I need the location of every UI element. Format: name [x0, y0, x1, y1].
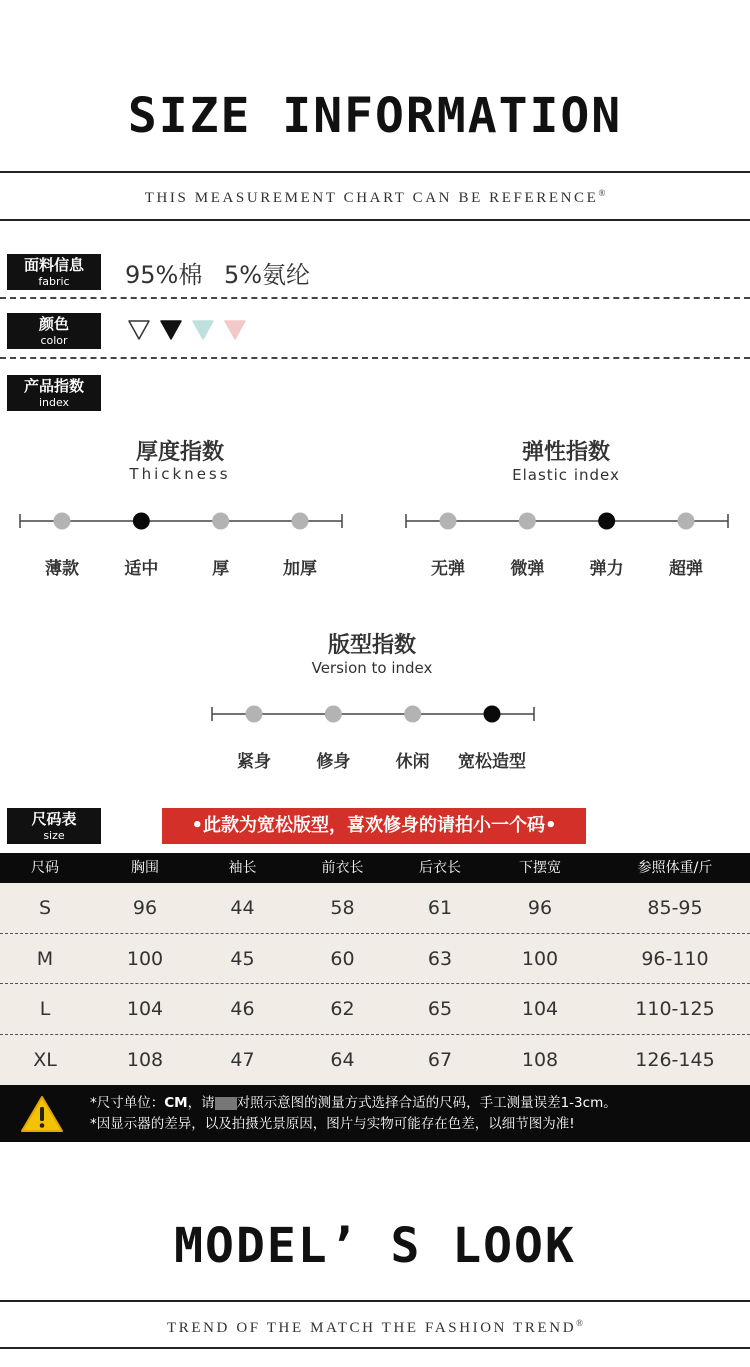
- table-cell: 96-110: [641, 947, 709, 970]
- table-cell: 65: [427, 998, 453, 1020]
- elastic-option-label: 弹力: [589, 559, 624, 579]
- measurement-notice: [0, 1085, 750, 1142]
- color-label: [7, 313, 101, 349]
- table-cell: 45: [230, 947, 255, 970]
- table-cell: 96: [527, 897, 553, 919]
- elastic-subtitle: Elastic index: [512, 466, 620, 484]
- table-row: [0, 984, 750, 1035]
- table-cell: M: [36, 947, 54, 970]
- thickness-scale-track: [18, 508, 348, 534]
- footer-subtitle: [0, 1318, 750, 1337]
- elastic-scale: [404, 508, 734, 534]
- table-header-cell: 尺码: [31, 860, 59, 876]
- version-option-label: 修身: [316, 752, 351, 772]
- table-body: [0, 883, 750, 1085]
- version-title: 版型指数: [327, 633, 416, 658]
- section-title-models-look: MODEL’ S LOOK: [174, 1218, 576, 1274]
- table-cell: L: [39, 998, 51, 1020]
- table-cell: 61: [427, 897, 453, 919]
- fabric-composition: 95%棉 5%氨纶: [125, 261, 311, 289]
- notice-unit-prefix: *尺寸单位：: [90, 1095, 165, 1111]
- section-subtitle: [0, 188, 750, 207]
- dashed-divider: [0, 297, 750, 299]
- color-label-cn: 颜色: [38, 315, 69, 333]
- thickness-option-label: 薄款: [45, 559, 79, 579]
- size-label-en: size: [43, 829, 65, 842]
- table-header: [0, 853, 750, 883]
- warning-icon: [20, 1095, 64, 1137]
- version-scale-track: [210, 701, 540, 727]
- thickness-option-label: 加厚: [283, 559, 317, 579]
- color-label-en: color: [40, 334, 68, 347]
- table-cell: 47: [230, 1048, 255, 1071]
- index-label-en: index: [38, 396, 70, 409]
- size-label: [7, 808, 101, 844]
- table-cell: 58: [330, 897, 355, 919]
- fabric-label-cn: 面料信息: [23, 256, 84, 274]
- elastic-scale-dot: [678, 513, 695, 530]
- version-scale-dot: [404, 706, 421, 723]
- divider: [0, 1347, 750, 1349]
- table-cell: 110-125: [635, 998, 715, 1020]
- notice-text-b: ，请: [187, 1095, 215, 1111]
- table-header-cell: 袖长: [228, 860, 257, 876]
- notice-text-c: 对照示意图的测量方式选择合适的尺码，手工测量误差1-3cm。: [236, 1095, 617, 1111]
- table-cell: S: [38, 897, 52, 919]
- thickness-scale-dot: [133, 513, 150, 530]
- elastic-scale-dot: [519, 513, 536, 530]
- divider: [0, 1300, 750, 1302]
- table-cell: 85-95: [647, 897, 703, 919]
- table-cell: 63: [427, 947, 453, 970]
- notice-line-2: *因显示器的差异，以及拍摄光景原因，图片与实物可能存在色差，以细节图为准!: [90, 1116, 575, 1132]
- version-scale-dot: [484, 706, 501, 723]
- thickness-scale-dot: [212, 513, 229, 530]
- registered-mark: ®: [576, 1318, 583, 1328]
- table-cell: 100: [126, 947, 164, 970]
- size-label-cn: 尺码表: [31, 810, 77, 828]
- table-header-cell: 下摆宽: [519, 860, 561, 876]
- notice-text: [90, 1093, 617, 1135]
- thickness-scale-dot: [292, 513, 309, 530]
- thickness-option-label: 适中: [124, 559, 159, 579]
- version-scale-dot: [246, 706, 263, 723]
- index-label-cn: 产品指数: [23, 377, 84, 395]
- table-cell: XL: [33, 1048, 57, 1071]
- notice-line-1: [90, 1093, 617, 1114]
- thickness-subtitle: Thickness: [129, 465, 231, 483]
- notice-unit: CM: [164, 1095, 188, 1111]
- size-table: [0, 853, 750, 1085]
- table-row: [0, 1035, 750, 1086]
- table-cell: 126-145: [635, 1048, 715, 1071]
- version-scale: [210, 701, 540, 727]
- version-subtitle: Version to index: [311, 659, 433, 677]
- table-cell: 100: [521, 947, 559, 970]
- table-cell: 108: [521, 1048, 559, 1071]
- table-header-cell: 后衣长: [419, 860, 461, 876]
- color-swatch-white[interactable]: [129, 321, 149, 339]
- table-cell: 44: [230, 897, 255, 919]
- elastic-option-label: 无弹: [431, 559, 465, 579]
- table-row: [0, 883, 750, 934]
- fabric-label: [7, 254, 101, 290]
- table-cell: 60: [330, 947, 355, 970]
- elastic-scale-dot: [440, 513, 457, 530]
- registered-mark: ®: [598, 188, 606, 198]
- version-option-label: 休闲: [395, 752, 430, 772]
- elastic-option-label: 超弹: [669, 559, 703, 579]
- table-cell: 62: [330, 998, 355, 1020]
- color-swatch-light-blue[interactable]: [193, 321, 213, 339]
- thickness-scale-dot: [54, 513, 71, 530]
- section-title-size-information: SIZE INFORMATION: [127, 88, 623, 144]
- dashed-divider: [0, 357, 750, 359]
- fabric-label-en: fabric: [38, 275, 70, 288]
- color-swatch-black[interactable]: [161, 321, 181, 339]
- elastic-title: 弹性指数: [521, 440, 610, 465]
- elastic-scale-dot: [598, 513, 615, 530]
- table-cell: 96: [132, 897, 158, 919]
- thickness-scale: [18, 508, 348, 534]
- thickness-title: 厚度指数: [135, 440, 224, 465]
- footer-subtitle-text: TREND OF THE MATCH THE FASHION TREND: [166, 1320, 577, 1336]
- version-scale-dot: [325, 706, 342, 723]
- color-swatches: [127, 318, 257, 344]
- table-cell: 104: [521, 998, 559, 1020]
- color-swatch-pink[interactable]: [225, 321, 245, 339]
- table-header-cell: 参照体重/斤: [637, 860, 713, 876]
- table-cell: 64: [330, 1048, 355, 1071]
- subtitle-text: THIS MEASUREMENT CHART CAN BE REFERENCE: [144, 190, 599, 206]
- elastic-option-label: 微弹: [510, 559, 545, 579]
- index-label: [7, 375, 101, 411]
- thickness-option-label: 厚: [212, 559, 230, 579]
- table-cell: 104: [126, 998, 164, 1020]
- version-option-label: 宽松造型: [458, 752, 526, 772]
- table-row: [0, 934, 750, 985]
- version-option-label: 紧身: [237, 752, 271, 772]
- table-header-cell: 胸围: [131, 860, 159, 876]
- table-header-cell: 前衣长: [321, 860, 364, 876]
- divider: [0, 171, 750, 173]
- table-cell: 46: [230, 998, 255, 1020]
- table-cell: 108: [126, 1048, 164, 1071]
- fit-notice-banner: •此款为宽松版型，喜欢修身的请拍小一个码•: [162, 808, 586, 844]
- color-swatch-group: [127, 318, 257, 344]
- divider: [0, 219, 750, 221]
- elastic-scale-track: [404, 508, 734, 534]
- obscured-text: [215, 1097, 237, 1110]
- table-cell: 67: [427, 1048, 453, 1071]
